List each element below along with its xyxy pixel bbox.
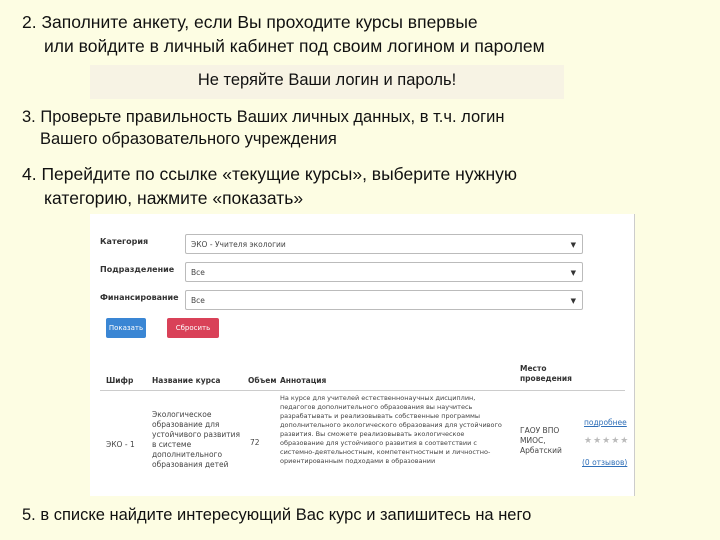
category-value: ЭКО - Учителя экологии	[191, 240, 286, 249]
login-warning-note: Не теряйте Ваши логин и пароль!	[90, 65, 564, 99]
row-volume: 72	[250, 438, 260, 447]
show-button[interactable]: Показать	[106, 318, 146, 338]
funding-select[interactable]	[185, 290, 583, 310]
category-select[interactable]	[185, 234, 583, 254]
step-2-text	[22, 10, 712, 58]
row-annotation: На курсе для учителей естественнонаучных дисциплин, педагогов дополнительного образования вы научитесь разрабатывать и реализовывать собственные программы дополнительного экологического образования для устойчивого развития. Вы сможете реализовывать экологическое образование для устойчивого развития в соответствии с системно-деятельностным, компетентностным и личностно-ориентированным подходами в образовании	[280, 394, 502, 465]
row-course-name: Экологическое образование для устойчивого развития в системе дополнительного образования детей	[152, 410, 241, 469]
col-code-header: Шифр	[106, 376, 134, 385]
division-value: Все	[191, 268, 205, 277]
row-place: ГАОУ ВПО МИОС, Арбатский	[520, 426, 562, 455]
reset-button[interactable]: Сбросить	[167, 318, 219, 338]
funding-row	[100, 290, 620, 312]
col-volume-header: Объем	[248, 376, 277, 385]
col-name-header: Название курса	[152, 376, 221, 385]
details-link[interactable]: подробнее	[584, 418, 627, 427]
step-3-line-2: Вашего образовательного учреждения	[40, 130, 337, 148]
division-label: Подразделение	[100, 265, 175, 274]
col-place-header: Место проведения	[520, 364, 572, 383]
col-annotation-header: Аннотация	[280, 376, 327, 385]
rating-stars[interactable]: ★★★★★	[584, 436, 630, 446]
table-header-divider	[100, 390, 625, 391]
step-5-text: 5. в списке найдите интересующий Вас курс и запишитесь на него	[22, 506, 532, 524]
division-row	[100, 262, 620, 284]
step-4-line-1: 4. Перейдите по ссылке «текущие курсы», выберите нужную	[22, 164, 518, 184]
reviews-link[interactable]: (0 отзывов)	[582, 458, 628, 467]
division-select[interactable]	[185, 262, 583, 282]
step-3-line-1: 3. Проверьте правильность Ваших личных данных, в т.ч. логин	[22, 108, 505, 126]
courses-screenshot	[90, 214, 635, 496]
category-row	[100, 234, 620, 256]
step-4-line-2: категорию, нажмите «показать»	[44, 188, 304, 208]
category-label: Категория	[100, 237, 149, 246]
row-code: ЭКО - 1	[106, 440, 135, 449]
funding-value: Все	[191, 296, 205, 305]
step-4-text	[22, 162, 712, 210]
step-2-line-1: 2. Заполните анкету, если Вы проходите курсы впервые	[22, 12, 478, 32]
step-2-line-2: или войдите в личный кабинет под своим логином и паролем	[44, 36, 545, 56]
funding-label: Финансирование	[100, 293, 179, 302]
chevron-down-icon: ▼	[570, 269, 576, 277]
chevron-down-icon: ▼	[570, 241, 576, 249]
chevron-down-icon: ▼	[570, 297, 576, 305]
step-3-text	[22, 106, 712, 150]
